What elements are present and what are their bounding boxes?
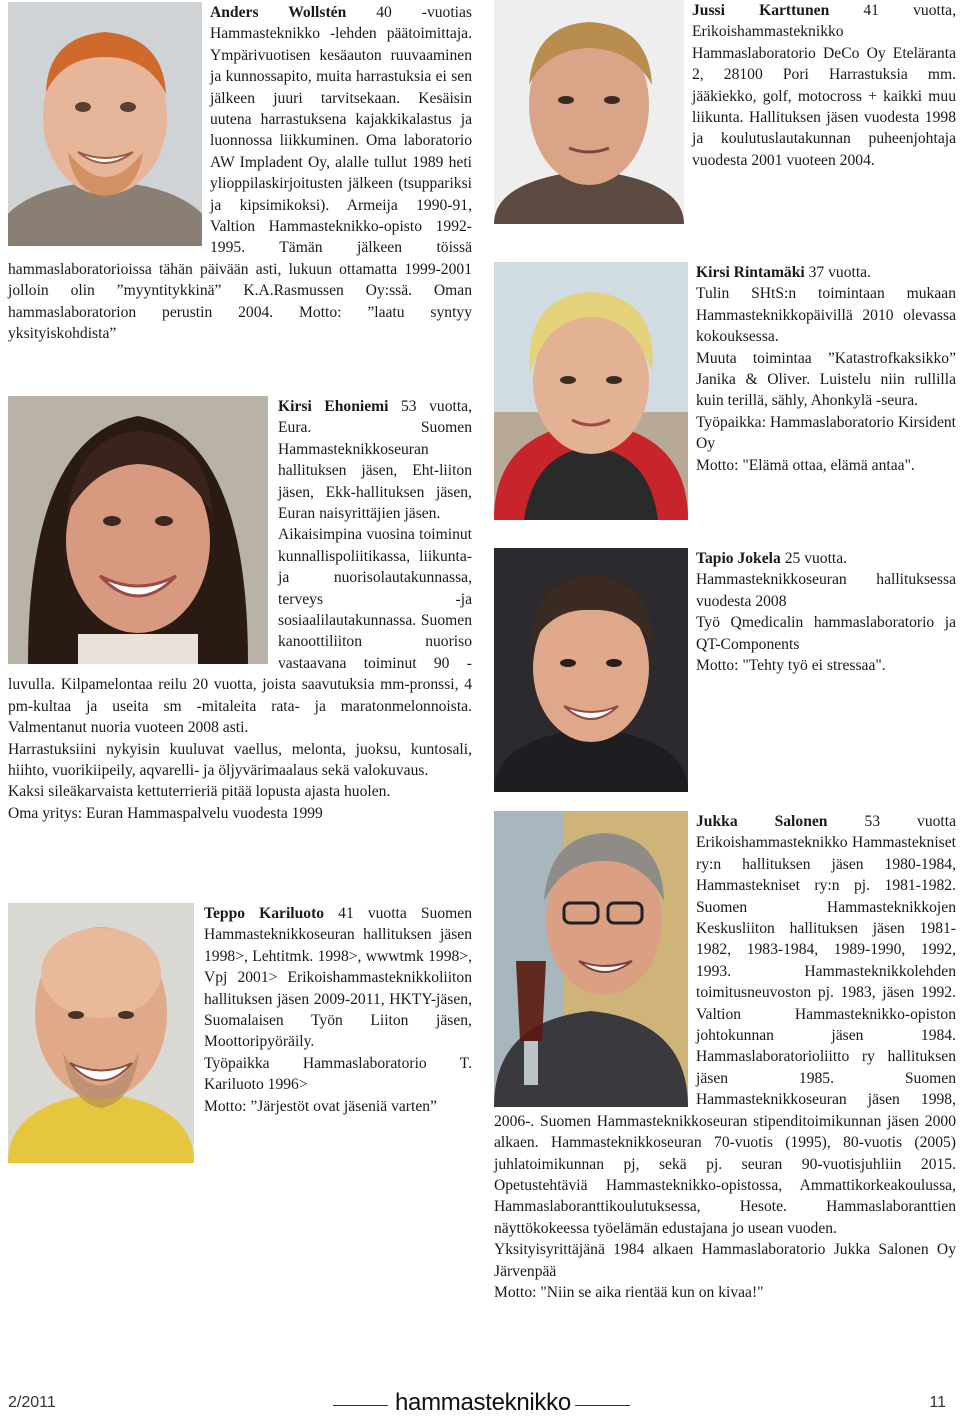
profile-kirsi-e bbox=[8, 396, 472, 824]
profile-kirsi-e-name: Kirsi Ehoniemi bbox=[278, 398, 389, 415]
portrait-kirsi-e-image bbox=[8, 396, 268, 664]
profile-jukka bbox=[494, 811, 956, 1303]
profile-anders-body: 40 -vuotias Hammasteknikko -lehden päätoimittaja. Ympärivuotisen kesäauton ruuvaaminen ja kunnossapito, muita harrastuksia ei sen jälkeen juuri tarvitsekaan. Kesäisin uutena harrastuksena kajakkikalastus ja luonnossa liikkuminen. Oma laboratorio AW Impladent Oy, alalle tullut 1989 heti ylioppilaskirjoitusten jälkeen (tsuppariksi ja kipsimikoksi). Armeija 1990-91, Valtion Hammasteknikko-opisto 1992-1995. Tämän jälkeen töissä hammaslaboratorioissa tähän päivään asti, lukuun ottamatta 1999-2001 jolloin olin ”myyntitykkinä” K.A.Rasmussen Oy:ssä. Oman hammaslaboratorion perustin 2004. Motto: ”laatu syntyy yksityiskohdista” bbox=[8, 4, 472, 343]
profile-kirsi-e-p5: Oma yritys: Euran Hammaspalvelu vuodesta 1999 bbox=[8, 804, 323, 822]
profile-anders bbox=[8, 2, 472, 345]
issue-number: 2/2011 bbox=[8, 1394, 56, 1411]
photo-tapio bbox=[494, 548, 688, 792]
profile-jussi bbox=[494, 0, 956, 226]
profile-teppo-name: Teppo Kariluoto bbox=[204, 905, 325, 922]
profile-tapio-name: Tapio Jokela bbox=[696, 550, 781, 567]
page-number: 11 bbox=[929, 1394, 946, 1411]
profile-jukka-p2: Yksityisyrittäjänä 1984 alkaen Hammaslaboratorio Jukka Salonen Oy Järvenpää bbox=[494, 1241, 956, 1280]
profile-jukka-body: 53 vuotta Erikoishammasteknikko Hammastekniset ry:n hallituksen jäsen 1980-1984, Hammastekniset ry:n pj. 1981-1982. Suomen Hammasteknikkojen Keskusliiton hallituksen jäsen 1981-1982, 1983-1984, 1989-1990, 1992, 1993. Hammasteknikkolehden toimitusneuvoston pj. 1983, jäsen 1992. Valtion Hammasteknikko-opiston johtokunnan jäsen 1984. Hammaslaboratorioliitto ry hallituksen jäsen 1985. Suomen Hammasteknikkoseuran jäsen 1998, 2006-. Suomen Hammasteknikkoseuran stipenditoimikunnan jäsen 2000 alkaen. Hammasteknikkoseuran 70-vuotis (1995), 80-vuotis (2005) juhlatoimikunnan pj, sekä pj. seuran 90-vuotisjuhliin 2015. Opetustehtäviä Hammasteknikko-opistossa, Ammattikorkeakoulussa, Hammaslaboranttikoulutuksessa, Hesote. Hammaslaboranttien näyttökokeessa työelämän edustajana jo usean vuoden. bbox=[494, 813, 957, 1237]
portrait-jukka-image bbox=[494, 811, 688, 1107]
profile-jussi-body: 41 vuotta, Erikoishammasteknikko Hammaslaboratorio DeCo Oy Eteläranta 2, 28100 Pori Harrastuksia mm. jääkiekko, golf, motocross + kaikki muu liikunta. Hallituksen jäsen vuodesta 1998 ja koulutuslautakunnan puheenjohtaja vuodesta 2001 vuoteen 2004. bbox=[692, 2, 956, 169]
photo-anders bbox=[8, 2, 202, 246]
footer-rule-left bbox=[333, 1405, 388, 1406]
profile-tapio-p4: Motto: "Tehty työ ei stressaa". bbox=[696, 657, 886, 675]
profile-kirsi-r-p4: Työpaikka: Hammaslaboratorio Kirsident Oy bbox=[696, 413, 956, 453]
profile-tapio-p2: Hammasteknikkoseuran hallituksessa vuodesta 2008 bbox=[696, 571, 956, 610]
profile-kirsi-r-p3: Muuta toimintaa ”Katastrofkaksikko” Janika & Oliver. Luistelu niin rullilla kuin terillä, sähly, Ahonkylä -seura. bbox=[696, 349, 956, 410]
profile-kirsi-e-p2: Aikaisimpina vuosina toiminut kunnallispoliitikassa, liikunta-ja nuorisolautakunnassa, terveys -ja sosiaalilautakunnassa. Suomen kanoottiliiton nuoriso vastaavana toiminut 90 -luvulla. Kilpamelontaa reilu 20 vuotta, joista saavutuksia mm-pronssi, 4 pm-kultaa ja useita sm -mitaleita rata- ja maratonmelonnoista. Valmentanut nuoria vuoteen 2008 asti. bbox=[8, 526, 472, 737]
profile-kirsi-e-p3: Harrastuksiini nykyisin kuuluvat vaellus, melonta, juoksu, kuntosali, hiihto, vuorikiipeily, aqvarelli- ja öljyvärimaalaus sekä valokuvaus. bbox=[8, 740, 472, 779]
profile-teppo-p3: Motto: ”Järjestöt ovat jäseniä varten” bbox=[204, 1097, 437, 1115]
portrait-anders-image bbox=[8, 2, 202, 246]
magazine-brand: hammasteknikko bbox=[395, 1389, 571, 1416]
profile-tapio-body: 25 vuotta. bbox=[780, 550, 848, 567]
profile-teppo-p2: Työpaikka Hammaslaboratorio T. Kariluoto 1996> bbox=[204, 1054, 472, 1094]
profile-teppo bbox=[8, 903, 472, 1165]
photo-teppo bbox=[8, 903, 194, 1163]
profile-tapio-p3: Työ Qmedicalin hammaslaboratorio ja QT-Components bbox=[696, 614, 956, 653]
profile-kirsi-r bbox=[494, 262, 956, 522]
photo-kirsi-r bbox=[494, 262, 688, 520]
photo-kirsi-e bbox=[8, 396, 268, 664]
footer-rule-right bbox=[575, 1405, 630, 1406]
profile-kirsi-e-p4: Kaksi sileäkarvaista kettuterrieriä pitää lopusta ajasta huolen. bbox=[8, 783, 391, 801]
profile-kirsi-r-name: Kirsi Rintamäki bbox=[696, 264, 805, 281]
photo-jussi bbox=[494, 0, 684, 224]
profile-kirsi-r-body: 37 vuotta. bbox=[804, 264, 872, 281]
portrait-jussi-image bbox=[494, 0, 684, 224]
profile-tapio bbox=[494, 548, 956, 794]
profile-teppo-body: 41 vuotta Suomen Hammasteknikkoseuran hallituksen jäsen 1998>, Lehtitmk. 1998>, wwwtmk 1998>, Vpj 2001> Erikoishammasteknikkoliiton hallituksen jäsen 2009-2011, HKTY-jäsen, Suomalaisen Työn Liiton jäsen, Moottoripyöräily. bbox=[204, 905, 472, 1051]
profile-kirsi-r-p5: Motto: "Elämä ottaa, elämä antaa". bbox=[696, 456, 915, 474]
profile-jukka-p3: Motto: "Niin se aika rientää kun on kivaa!" bbox=[494, 1283, 764, 1301]
profile-kirsi-e-body: 53 vuotta, Eura. Suomen Hammasteknikkoseuran hallituksen jäsen, Eht-liiton jäsen, Ekk-hallituksen jäsen, Euran naisyrittäjien jäsen. bbox=[278, 398, 472, 523]
portrait-tapio-image bbox=[494, 548, 688, 792]
photo-jukka bbox=[494, 811, 688, 1107]
profile-anders-name: Anders Wollstén bbox=[210, 4, 347, 21]
profile-kirsi-r-p2: Tulin SHtS:n toimintaan mukaan Hammasteknikkopäivillä 2010 olevassa kokouksessa. bbox=[696, 285, 956, 346]
profile-jukka-name: Jukka Salonen bbox=[696, 813, 828, 830]
portrait-teppo-image bbox=[8, 903, 194, 1163]
profile-jussi-name: Jussi Karttunen bbox=[692, 2, 830, 19]
portrait-kirsi-r-image bbox=[494, 262, 688, 520]
